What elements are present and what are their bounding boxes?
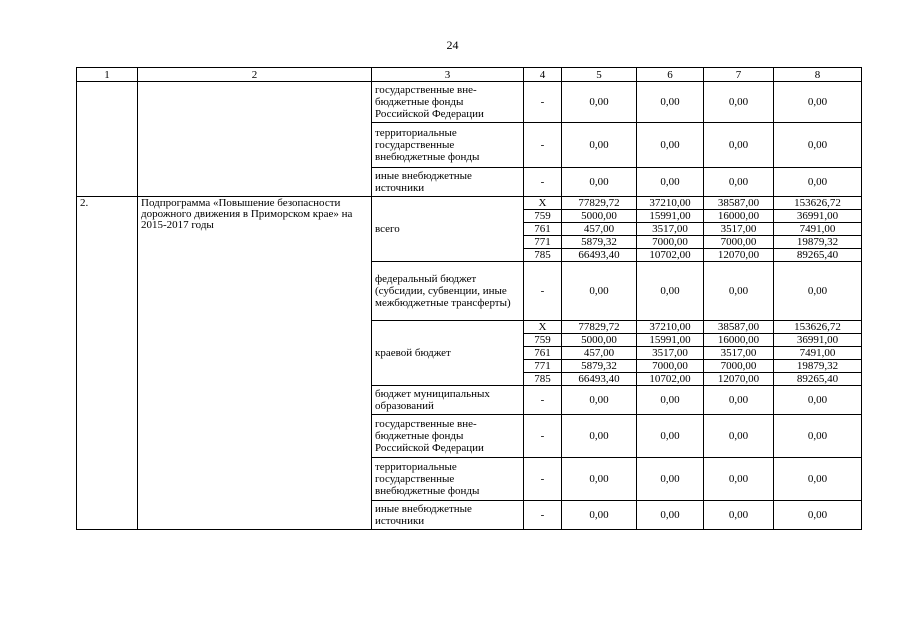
source-cell: государственные вне-бюджетные фонды Российской Федерации <box>372 415 524 458</box>
value-cell: 16000,00 <box>704 210 774 223</box>
value-cell: 457,00 <box>562 347 637 360</box>
value-cell: 15991,00 <box>637 334 704 347</box>
value-cell: 0,00 <box>774 123 862 168</box>
value-cell: 0,00 <box>637 458 704 501</box>
value-cell: 0,00 <box>704 123 774 168</box>
code-cell: X <box>524 197 562 210</box>
value-cell: 0,00 <box>562 262 637 321</box>
column-header: 5 <box>562 68 637 82</box>
value-cell: 0,00 <box>562 386 637 415</box>
column-header: 1 <box>77 68 138 82</box>
code-cell: - <box>524 82 562 123</box>
page-number: 24 <box>446 38 459 52</box>
value-cell: 0,00 <box>704 501 774 530</box>
value-cell: 7491,00 <box>774 347 862 360</box>
value-cell: 7000,00 <box>704 236 774 249</box>
column-header: 7 <box>704 68 774 82</box>
value-cell: 89265,40 <box>774 249 862 262</box>
item-name-cell <box>138 82 372 197</box>
source-cell: территориальные государственные внебюджетные фонды <box>372 123 524 168</box>
value-cell: 0,00 <box>704 262 774 321</box>
column-header: 8 <box>774 68 862 82</box>
value-cell: 15991,00 <box>637 210 704 223</box>
value-cell: 66493,40 <box>562 249 637 262</box>
source-cell: иные внебюджетные источники <box>372 168 524 197</box>
value-cell: 5000,00 <box>562 210 637 223</box>
code-cell: 761 <box>524 347 562 360</box>
value-cell: 0,00 <box>637 501 704 530</box>
code-cell: X <box>524 321 562 334</box>
value-cell: 12070,00 <box>704 249 774 262</box>
value-cell: 0,00 <box>637 262 704 321</box>
code-cell: - <box>524 168 562 197</box>
source-cell: федеральный бюджет (субсидии, субвенции, иные межбюджетные трансферты) <box>372 262 524 321</box>
value-cell: 38587,00 <box>704 321 774 334</box>
column-header: 3 <box>372 68 524 82</box>
value-cell: 0,00 <box>562 123 637 168</box>
code-cell: 759 <box>524 334 562 347</box>
code-cell: - <box>524 501 562 530</box>
value-cell: 0,00 <box>562 168 637 197</box>
code-cell: - <box>524 458 562 501</box>
source-cell: бюджет муниципальных образований <box>372 386 524 415</box>
value-cell: 0,00 <box>774 262 862 321</box>
code-cell: 761 <box>524 223 562 236</box>
item-number-cell: 2. <box>77 197 138 530</box>
source-cell: государственные вне-бюджетные фонды Российской Федерации <box>372 82 524 123</box>
value-cell: 36991,00 <box>774 334 862 347</box>
budget-table <box>76 67 862 530</box>
source-cell: краевой бюджет <box>372 321 524 386</box>
code-cell: - <box>524 415 562 458</box>
value-cell: 12070,00 <box>704 373 774 386</box>
value-cell: 0,00 <box>562 458 637 501</box>
value-cell: 0,00 <box>774 82 862 123</box>
value-cell: 153626,72 <box>774 321 862 334</box>
value-cell: 19879,32 <box>774 236 862 249</box>
value-cell: 10702,00 <box>637 249 704 262</box>
column-header: 4 <box>524 68 562 82</box>
value-cell: 10702,00 <box>637 373 704 386</box>
value-cell: 19879,32 <box>774 360 862 373</box>
code-cell: 771 <box>524 236 562 249</box>
value-cell: 3517,00 <box>704 347 774 360</box>
value-cell: 0,00 <box>704 386 774 415</box>
value-cell: 0,00 <box>562 82 637 123</box>
value-cell: 0,00 <box>774 168 862 197</box>
column-header: 2 <box>138 68 372 82</box>
value-cell: 89265,40 <box>774 373 862 386</box>
value-cell: 77829,72 <box>562 321 637 334</box>
value-cell: 38587,00 <box>704 197 774 210</box>
code-cell: 785 <box>524 249 562 262</box>
value-cell: 0,00 <box>637 168 704 197</box>
value-cell: 5879,32 <box>562 360 637 373</box>
value-cell: 0,00 <box>704 82 774 123</box>
code-cell: 759 <box>524 210 562 223</box>
code-cell: - <box>524 123 562 168</box>
value-cell: 0,00 <box>562 501 637 530</box>
value-cell: 153626,72 <box>774 197 862 210</box>
value-cell: 0,00 <box>704 458 774 501</box>
value-cell: 7000,00 <box>704 360 774 373</box>
value-cell: 37210,00 <box>637 197 704 210</box>
value-cell: 3517,00 <box>704 223 774 236</box>
source-cell: всего <box>372 197 524 262</box>
source-cell: иные внебюджетные источники <box>372 501 524 530</box>
header-row <box>77 68 862 82</box>
value-cell: 0,00 <box>774 386 862 415</box>
value-cell: 3517,00 <box>637 223 704 236</box>
code-cell: 771 <box>524 360 562 373</box>
value-cell: 66493,40 <box>562 373 637 386</box>
table-row <box>77 197 862 210</box>
value-cell: 7491,00 <box>774 223 862 236</box>
value-cell: 0,00 <box>704 168 774 197</box>
value-cell: 0,00 <box>774 458 862 501</box>
value-cell: 0,00 <box>774 501 862 530</box>
value-cell: 37210,00 <box>637 321 704 334</box>
value-cell: 0,00 <box>704 415 774 458</box>
value-cell: 0,00 <box>774 415 862 458</box>
value-cell: 0,00 <box>562 415 637 458</box>
value-cell: 5000,00 <box>562 334 637 347</box>
value-cell: 77829,72 <box>562 197 637 210</box>
value-cell: 7000,00 <box>637 360 704 373</box>
code-cell: - <box>524 386 562 415</box>
value-cell: 3517,00 <box>637 347 704 360</box>
item-number-cell <box>77 82 138 197</box>
column-header: 6 <box>637 68 704 82</box>
value-cell: 0,00 <box>637 415 704 458</box>
source-cell: территориальные государственные внебюджетные фонды <box>372 458 524 501</box>
value-cell: 16000,00 <box>704 334 774 347</box>
value-cell: 0,00 <box>637 82 704 123</box>
value-cell: 7000,00 <box>637 236 704 249</box>
value-cell: 457,00 <box>562 223 637 236</box>
table-row <box>77 82 862 123</box>
code-cell: 785 <box>524 373 562 386</box>
value-cell: 5879,32 <box>562 236 637 249</box>
value-cell: 0,00 <box>637 123 704 168</box>
item-name-cell: Подпрограмма «Повышение безопасности дорожного движения в Приморском крае» на 2015-2017 годы <box>138 197 372 530</box>
value-cell: 36991,00 <box>774 210 862 223</box>
code-cell: - <box>524 262 562 321</box>
value-cell: 0,00 <box>637 386 704 415</box>
